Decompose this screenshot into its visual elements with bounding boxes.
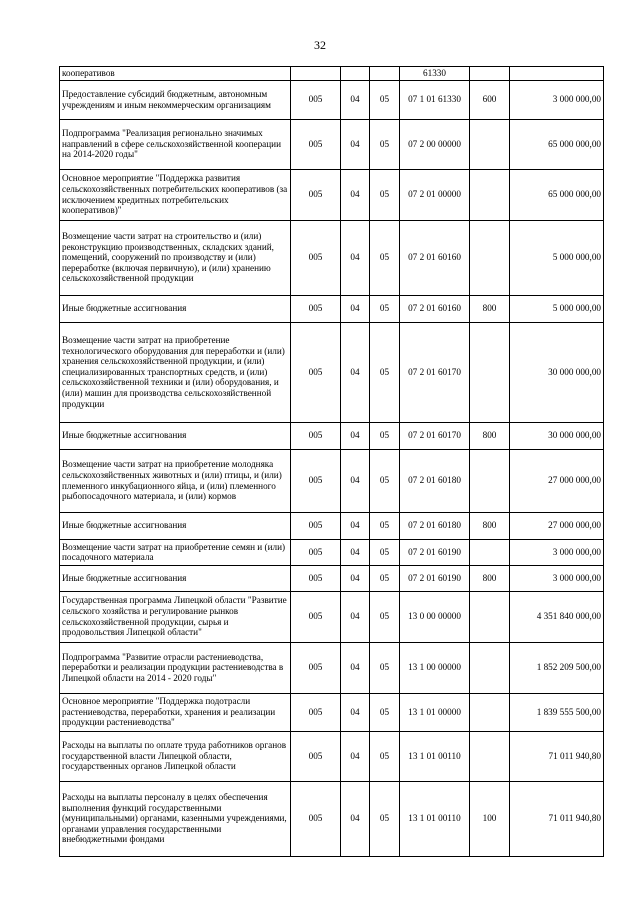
amount-cell: 71 011 940,80 [510, 731, 604, 781]
ministry-code-cell: 005 [291, 642, 341, 693]
amount-cell: 3 000 000,00 [510, 539, 604, 565]
target-item-cell: 13 1 01 00110 [400, 731, 470, 781]
subsection-cell: 05 [370, 119, 400, 169]
section-cell: 04 [341, 693, 370, 731]
ministry-code-cell: 005 [291, 539, 341, 565]
expense-kind-cell [470, 449, 510, 512]
subsection-cell: 05 [370, 565, 400, 591]
expense-kind-cell: 800 [470, 512, 510, 539]
amount-cell: 30 000 000,00 [510, 322, 604, 422]
target-item-cell: 13 1 00 00000 [400, 642, 470, 693]
table-row [60, 67, 604, 81]
expense-kind-cell [470, 169, 510, 220]
expense-kind-cell [470, 731, 510, 781]
subsection-cell: 05 [370, 169, 400, 220]
subsection-cell: 05 [370, 642, 400, 693]
budget-table [59, 66, 604, 857]
amount-cell: 65 000 000,00 [510, 119, 604, 169]
subsection-cell: 05 [370, 781, 400, 856]
table-row [60, 449, 604, 512]
amount-cell: 3 000 000,00 [510, 80, 604, 119]
row-name-cell: кооперативов [60, 67, 291, 81]
row-name-cell: Возмещение части затрат на строительство и (или) реконструкцию производственных, складских зданий, помещений, сооружений по производству и (или) переработке (включая первичную), и (или) хранению сельскохозяйственной продукции [60, 220, 291, 295]
target-item-cell: 07 2 01 60160 [400, 295, 470, 322]
section-cell: 04 [341, 565, 370, 591]
target-item-cell: 07 2 01 60180 [400, 512, 470, 539]
row-name-cell: Иные бюджетные ассигнования [60, 295, 291, 322]
table-row [60, 169, 604, 220]
row-name-cell: Основное мероприятие "Поддержка подотрасли растениеводства, переработки, хранения и реализации продукции растениеводства" [60, 693, 291, 731]
row-name-cell: Расходы на выплаты по оплате труда работников органов государственной власти Липецкой области, государственных органов Липецкой области [60, 731, 291, 781]
subsection-cell: 05 [370, 449, 400, 512]
table-row [60, 80, 604, 119]
ministry-code-cell: 005 [291, 449, 341, 512]
target-item-cell: 07 2 01 60190 [400, 539, 470, 565]
amount-cell: 3 000 000,00 [510, 565, 604, 591]
section-cell: 04 [341, 512, 370, 539]
target-item-cell: 13 0 00 00000 [400, 591, 470, 642]
amount-cell: 27 000 000,00 [510, 512, 604, 539]
row-name-cell: Возмещение части затрат на приобретение молодняка сельскохозяйственных животных и (или) птицы, и (или) племенного инкубационного яйца, и (или) племенного рыбопосадочного материала, и (или) кормов [60, 449, 291, 512]
section-cell: 04 [341, 731, 370, 781]
section-cell: 04 [341, 591, 370, 642]
expense-kind-cell [470, 693, 510, 731]
row-name-cell: Государственная программа Липецкой области "Развитие сельского хозяйства и регулирование рынков сельскохозяйственной продукции, сырья и продовольствия Липецкой области" [60, 591, 291, 642]
expense-kind-cell: 600 [470, 80, 510, 119]
target-item-cell: 13 1 01 00000 [400, 693, 470, 731]
section-cell: 04 [341, 220, 370, 295]
row-name-cell: Подпрограмма "Реализация регионально значимых направлений в сфере сельскохозяйственной кооперации на 2014-2020 годы" [60, 119, 291, 169]
table-row [60, 781, 604, 856]
section-cell: 04 [341, 781, 370, 856]
target-item-cell: 07 2 01 60170 [400, 422, 470, 449]
target-item-cell: 07 2 01 60170 [400, 322, 470, 422]
amount-cell: 1 852 209 500,00 [510, 642, 604, 693]
subsection-cell: 05 [370, 731, 400, 781]
row-name-cell: Иные бюджетные ассигнования [60, 422, 291, 449]
amount-cell: 30 000 000,00 [510, 422, 604, 449]
row-name-cell: Расходы на выплаты персоналу в целях обеспечения выполнения функций государственными (муниципальными) органами, казенными учреждениями, органами управления государственными внебюджетными фондами [60, 781, 291, 856]
section-cell: 04 [341, 295, 370, 322]
page-number: 32 [314, 38, 326, 52]
section-cell: 04 [341, 539, 370, 565]
subsection-cell [370, 67, 400, 81]
table-row [60, 565, 604, 591]
ministry-code-cell: 005 [291, 731, 341, 781]
amount-cell: 71 011 940,80 [510, 781, 604, 856]
target-item-cell: 07 2 01 00000 [400, 169, 470, 220]
table-row [60, 322, 604, 422]
table-row [60, 693, 604, 731]
amount-cell: 1 839 555 500,00 [510, 693, 604, 731]
ministry-code-cell: 005 [291, 295, 341, 322]
target-item-cell: 07 2 01 60160 [400, 220, 470, 295]
section-cell: 04 [341, 80, 370, 119]
table-row [60, 539, 604, 565]
subsection-cell: 05 [370, 220, 400, 295]
section-cell: 04 [341, 449, 370, 512]
expense-kind-cell [470, 220, 510, 295]
ministry-code-cell: 005 [291, 220, 341, 295]
section-cell: 04 [341, 169, 370, 220]
row-name-cell: Подпрограмма "Развитие отрасли растениеводства, переработки и реализации продукции растениеводства в Липецкой области на 2014 - 2020 годы" [60, 642, 291, 693]
table-row [60, 220, 604, 295]
section-cell: 04 [341, 642, 370, 693]
subsection-cell: 05 [370, 591, 400, 642]
table-row [60, 591, 604, 642]
subsection-cell: 05 [370, 693, 400, 731]
amount-cell: 27 000 000,00 [510, 449, 604, 512]
expense-kind-cell: 800 [470, 565, 510, 591]
target-item-cell: 13 1 01 00110 [400, 781, 470, 856]
section-cell: 04 [341, 422, 370, 449]
ministry-code-cell: 005 [291, 422, 341, 449]
budget-table-body [60, 67, 604, 857]
table-row [60, 119, 604, 169]
table-row [60, 512, 604, 539]
section-cell: 04 [341, 322, 370, 422]
expense-kind-cell [470, 322, 510, 422]
expense-kind-cell: 800 [470, 295, 510, 322]
expense-kind-cell [470, 591, 510, 642]
expense-kind-cell: 800 [470, 422, 510, 449]
subsection-cell: 05 [370, 539, 400, 565]
amount-cell: 5 000 000,00 [510, 220, 604, 295]
amount-cell: 4 351 840 000,00 [510, 591, 604, 642]
amount-cell: 5 000 000,00 [510, 295, 604, 322]
amount-cell: 65 000 000,00 [510, 169, 604, 220]
section-cell [341, 67, 370, 81]
expense-kind-cell [470, 67, 510, 81]
table-row [60, 295, 604, 322]
ministry-code-cell: 005 [291, 119, 341, 169]
ministry-code-cell: 005 [291, 693, 341, 731]
section-cell: 04 [341, 119, 370, 169]
table-row [60, 422, 604, 449]
target-item-cell: 07 1 01 61330 [400, 80, 470, 119]
row-name-cell: Основное мероприятие "Поддержка развития сельскохозяйственных потребительских кооперативов (за исключением кредитных потребительских кооперативов)" [60, 169, 291, 220]
ministry-code-cell: 005 [291, 565, 341, 591]
subsection-cell: 05 [370, 295, 400, 322]
ministry-code-cell: 005 [291, 169, 341, 220]
expense-kind-cell: 100 [470, 781, 510, 856]
subsection-cell: 05 [370, 422, 400, 449]
ministry-code-cell: 005 [291, 781, 341, 856]
subsection-cell: 05 [370, 80, 400, 119]
row-name-cell: Иные бюджетные ассигнования [60, 512, 291, 539]
expense-kind-cell [470, 642, 510, 693]
ministry-code-cell: 005 [291, 322, 341, 422]
subsection-cell: 05 [370, 322, 400, 422]
expense-kind-cell [470, 119, 510, 169]
table-row [60, 642, 604, 693]
row-name-cell: Иные бюджетные ассигнования [60, 565, 291, 591]
amount-cell [510, 67, 604, 81]
target-item-cell: 07 2 01 60190 [400, 565, 470, 591]
ministry-code-cell: 005 [291, 80, 341, 119]
ministry-code-cell: 005 [291, 512, 341, 539]
target-item-cell: 61330 [400, 67, 470, 81]
table-row [60, 731, 604, 781]
row-name-cell: Предоставление субсидий бюджетным, автономным учреждениям и иным некоммерческим организациям [60, 80, 291, 119]
row-name-cell: Возмещение части затрат на приобретение семян и (или) посадочного материала [60, 539, 291, 565]
target-item-cell: 07 2 01 60180 [400, 449, 470, 512]
ministry-code-cell [291, 67, 341, 81]
ministry-code-cell: 005 [291, 591, 341, 642]
target-item-cell: 07 2 00 00000 [400, 119, 470, 169]
subsection-cell: 05 [370, 512, 400, 539]
expense-kind-cell [470, 539, 510, 565]
row-name-cell: Возмещение части затрат на приобретение технологического оборудования для переработки и (или) хранения сельскохозяйственной продукции, и (или) специализированных транспортных средств, и (или) сельскохозяйственной техники и (или) оборудования, и (или) машин для производства сельскохозяйственной продукции [60, 322, 291, 422]
